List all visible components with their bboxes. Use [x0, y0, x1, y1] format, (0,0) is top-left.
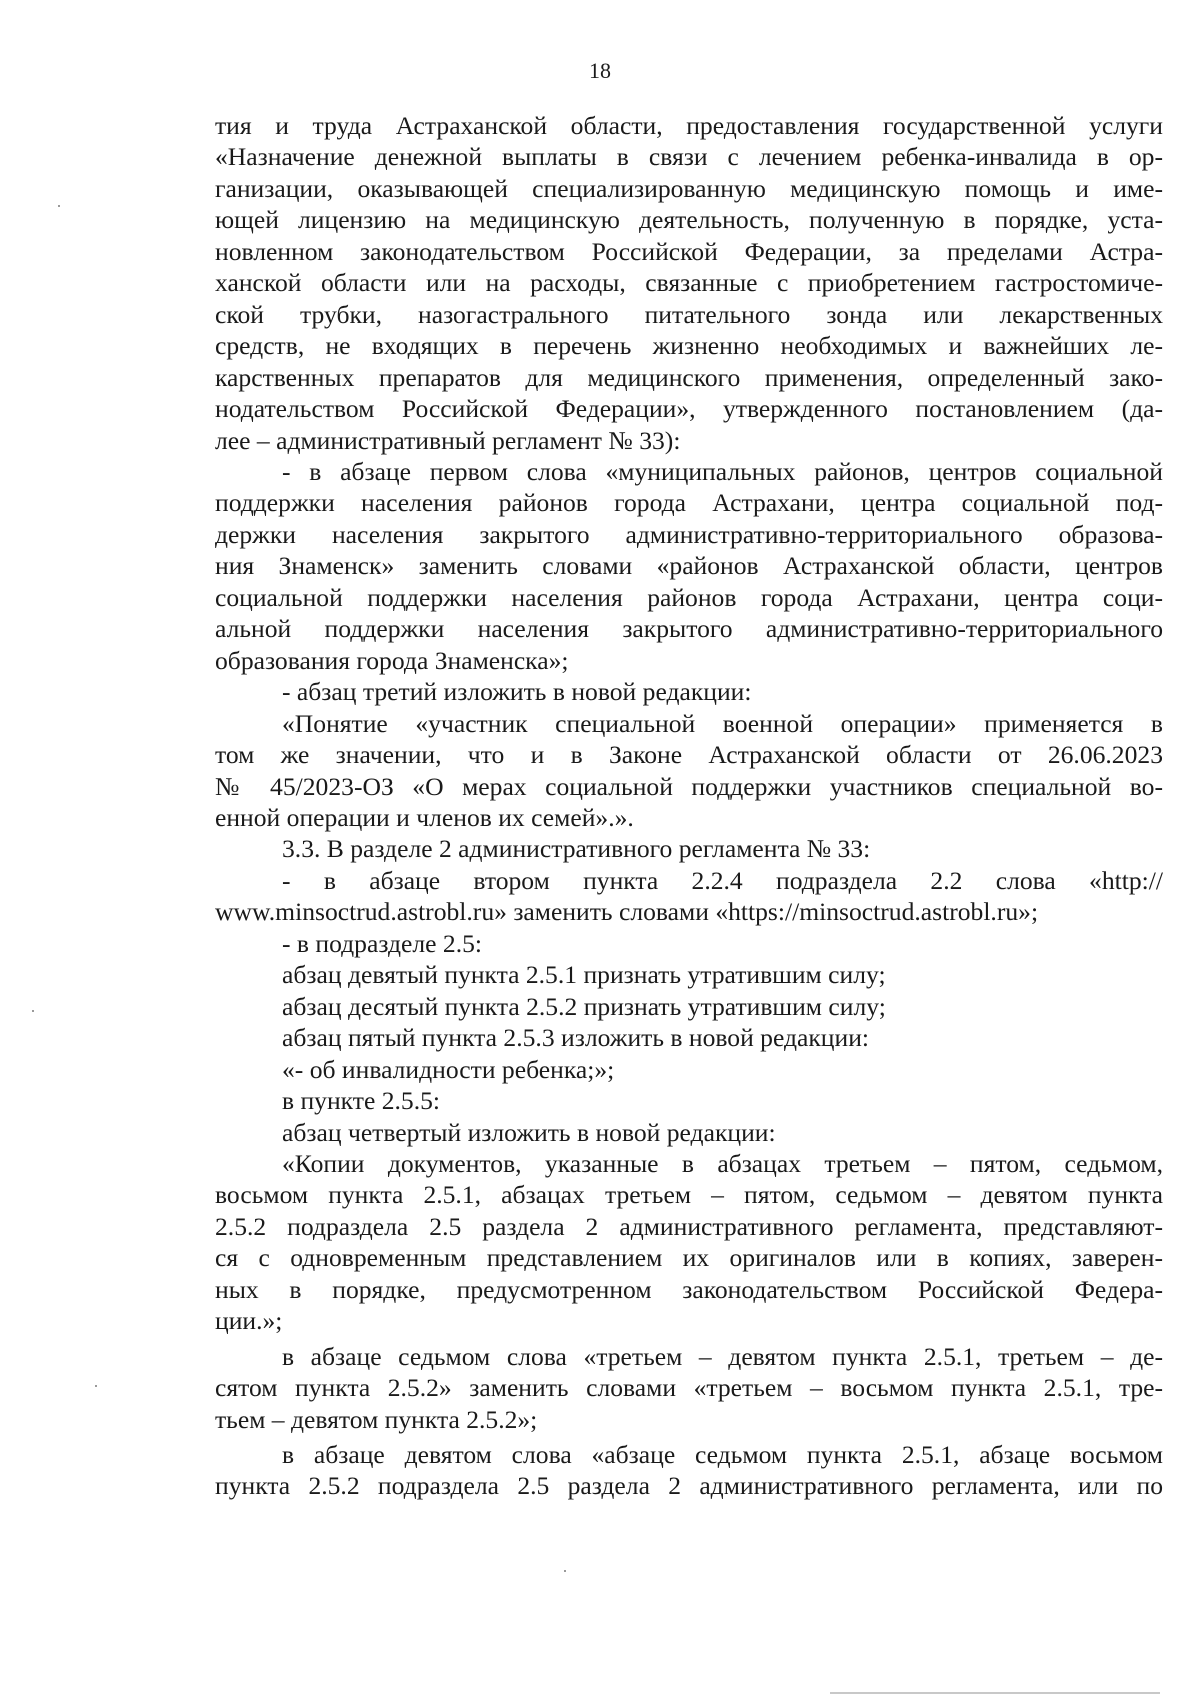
- paragraph-svo-definition: [215, 708, 1163, 834]
- text-line: в абзаце седьмом слова «третьем – девятом пункта 2.5.1, третьем – де-: [282, 1341, 1163, 1371]
- text-line: сятом пункта 2.5.2» заменить словами «третьем – восьмом пункта 2.5.1, тре-: [215, 1373, 1163, 1403]
- text-line: в пункте 2.5.5:: [282, 1086, 441, 1116]
- text-line: 2.5.2 подраздела 2.5 раздела 2 административного регламента, представляют-: [215, 1211, 1163, 1241]
- text-line: лее – административный регламент № 33):: [215, 425, 681, 455]
- text-line: - абзац третий изложить в новой редакции:: [282, 677, 752, 707]
- text-line: www.minsoctrud.astrobl.ru» заменить словами «https://minsoctrud.astrobl.ru»;: [215, 897, 1039, 927]
- text-line: социальной поддержки населения районов города Астрахани, центра соци-: [215, 582, 1163, 612]
- text-line: 3.3. В разделе 2 административного регламента № 33:: [282, 834, 871, 864]
- text-line: новленном законодательством Российской Федерации, за пределами Астра-: [215, 236, 1163, 266]
- text-line: «Копии документов, указанные в абзацах третьем – пятом, седьмом,: [282, 1148, 1163, 1178]
- paragraph-section-3-3: [215, 833, 1163, 864]
- scan-speck: [95, 1385, 97, 1387]
- text-line: - в подразделе 2.5:: [282, 928, 483, 958]
- text-line: абзац десятый пункта 2.5.2 признать утратившим силу;: [282, 991, 886, 1021]
- scan-speck: [58, 205, 60, 207]
- text-line: енной операции и членов их семей».».: [215, 802, 634, 832]
- text-line: тьем – девятом пункта 2.5.2»;: [215, 1404, 538, 1434]
- scan-speck: [830, 1692, 1160, 1694]
- text-line: поддержки населения районов города Астрахани, центра социальной под-: [215, 488, 1163, 518]
- text-line: ганизации, оказывающей специализированную медицинскую помощь и име-: [215, 173, 1163, 203]
- text-line: образования города Знаменска»;: [215, 645, 569, 675]
- scan-speck: [564, 1570, 566, 1572]
- text-line: в абзаце девятом слова «абзаце седьмом пункта 2.5.1, абзаце восьмом: [282, 1440, 1163, 1470]
- paragraph-regulation-title: [215, 110, 1163, 456]
- text-line: ющей лицензию на медицинскую деятельность, полученную в порядке, уста-: [215, 205, 1163, 235]
- text-line: восьмом пункта 2.5.1, абзацах третьем – пятом, седьмом – девятом пункта: [215, 1180, 1163, 1210]
- text-line: «Назначение денежной выплаты в связи с лечением ребенка-инвалида в ор-: [215, 142, 1163, 172]
- text-line: держки населения закрытого административно-территориального образова-: [215, 519, 1163, 549]
- text-line: «- об инвалидности ребенка;»;: [282, 1054, 615, 1084]
- text-line: абзац пятый пункта 2.5.3 изложить в новой редакции:: [282, 1023, 870, 1053]
- text-line: ской трубки, назогастрального питательного зонда или лекарственных: [215, 299, 1163, 329]
- text-line: альной поддержки населения закрытого административно-территориального: [215, 614, 1163, 644]
- paragraph-ninth-abzac: [215, 1439, 1163, 1502]
- paragraph-subsection-2-5: [215, 928, 1163, 1148]
- text-line: том же значении, что и в Законе Астраханской области от 26.06.2023: [215, 740, 1163, 770]
- page-number: 18: [589, 58, 611, 83]
- document-body: [215, 110, 1163, 1502]
- paragraph-first-abzac-amendment: [215, 456, 1163, 676]
- text-line: «Понятие «участник специальной военной операции» применяется в: [282, 708, 1163, 738]
- text-line: абзац четвертый изложить в новой редакции:: [282, 1117, 776, 1147]
- text-line: ся с одновременным представлением их оригиналов или в копиях, заверен-: [215, 1243, 1163, 1273]
- paragraph-third-abzac: [215, 676, 1163, 707]
- text-line: ции.»;: [215, 1306, 283, 1336]
- text-line: - в абзаце первом слова «муниципальных районов, центров социальной: [282, 456, 1163, 486]
- scan-speck: [32, 1010, 34, 1012]
- text-line: ния Знаменск» заменить словами «районов Астраханской области, центров: [215, 551, 1163, 581]
- text-line: ханской области или на расходы, связанные с приобретением гастростомиче-: [215, 268, 1163, 298]
- paragraph-url-amendment: [215, 865, 1163, 928]
- text-line: нодательством Российской Федерации», утвержденного постановлением (да-: [215, 394, 1163, 424]
- text-line: абзац девятый пункта 2.5.1 признать утратившим силу;: [282, 960, 886, 990]
- text-line: карственных препаратов для медицинского применения, определенный зако-: [215, 362, 1163, 392]
- text-line: средств, не входящих в перечень жизненно необходимых и важнейших ле-: [215, 331, 1163, 361]
- text-line: - в абзаце втором пункта 2.2.4 подраздела 2.2 слова «http://: [282, 865, 1163, 895]
- text-line: № 45/2023-ОЗ «О мерах социальной поддержки участников специальной во-: [215, 771, 1163, 801]
- paragraph-seventh-abzac: [215, 1341, 1163, 1435]
- text-line: ных в порядке, предусмотренном законодательством Российской Федера-: [215, 1274, 1163, 1304]
- text-line: тия и труда Астраханской области, предоставления государственной услуги: [215, 111, 1163, 140]
- paragraph-document-copies: [215, 1148, 1163, 1337]
- text-line: пункта 2.5.2 подраздела 2.5 раздела 2 административного регламента, или по: [215, 1471, 1163, 1501]
